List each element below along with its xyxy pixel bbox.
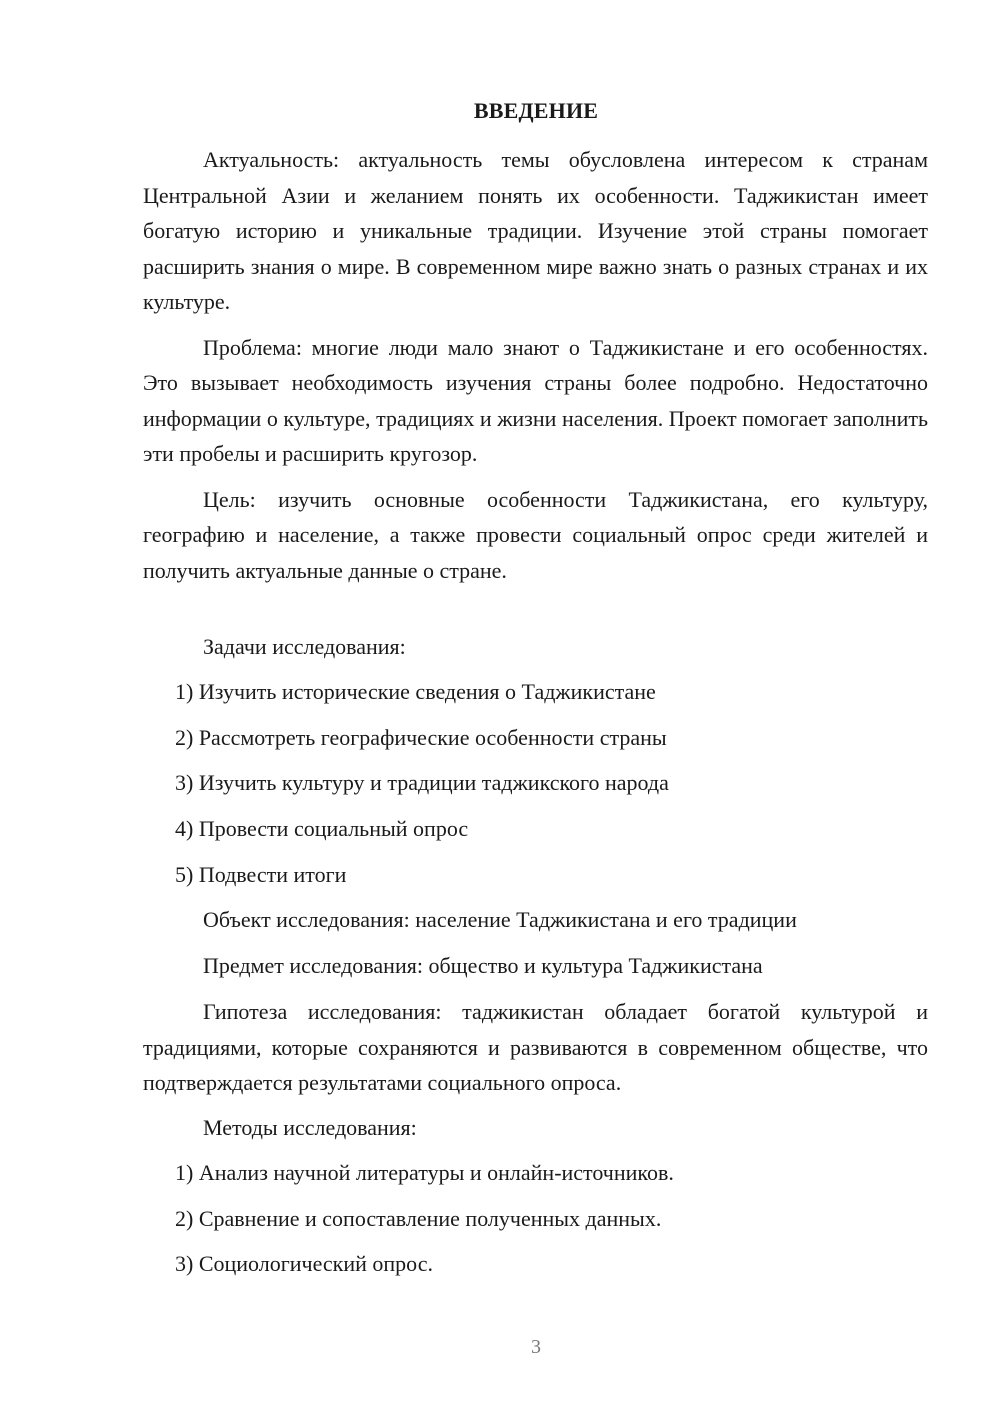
task-item: 5) Подвести итоги (175, 862, 347, 887)
hypothesis-block (143, 994, 928, 1101)
problem-paragraph: Проблема: многие люди мало знают о Таджикистане и его особенностях. Это вызывает необходимость изучения страны более подробно. Недостаточно информации о культуре, традициях и жизни населения. Проект помогает заполнить эти пробелы и расширить кругозор. (143, 334, 928, 466)
method-item: 2) Сравнение и сопоставление полученных данных. (175, 1206, 662, 1231)
method-item: 3) Социологический опрос. (175, 1251, 433, 1276)
relevance-paragraph: Актуальность: актуальность темы обусловлена интересом к странам Центральной Азии и желанием понять их особенности. Таджикистан имеет богатую историю и уникальные традиции. Изучение этой страны помогает расширить знания о мире. В современном мире важно знать о разных странах и их культуре. (143, 147, 928, 314)
task-item: 2) Рассмотреть географические особенности страны (175, 725, 667, 750)
tasks-heading: Задачи исследования: (203, 634, 406, 659)
task-item: 3) Изучить культуру и традиции таджикского народа (175, 770, 669, 795)
page-number: 3 (531, 1336, 541, 1358)
task-item: 4) Провести социальный опрос (175, 816, 469, 841)
task-item: 1) Изучить исторические сведения о Таджикистане (175, 679, 656, 704)
intro-paragraphs (143, 142, 928, 588)
hypothesis-paragraph: Гипотеза исследования: таджикистан обладает богатой культурой и традициями, которые сохраняются и развиваются в современном обществе, что подтверждается результатами социального опроса. (143, 999, 928, 1095)
goal-paragraph: Цель: изучить основные особенности Таджикистана, его культуру, географию и население, а также провести социальный опрос среди жителей и получить актуальные данные о стране. (143, 486, 928, 583)
page-title: ВВЕДЕНИЕ (473, 98, 599, 123)
research-object: Объект исследования: население Таджикистана и его традиции (203, 907, 797, 932)
research-subject: Предмет исследования: общество и культура Таджикистана (203, 953, 763, 978)
method-item: 1) Анализ научной литературы и онлайн-источников. (175, 1160, 674, 1185)
methods-heading: Методы исследования: (203, 1115, 417, 1140)
